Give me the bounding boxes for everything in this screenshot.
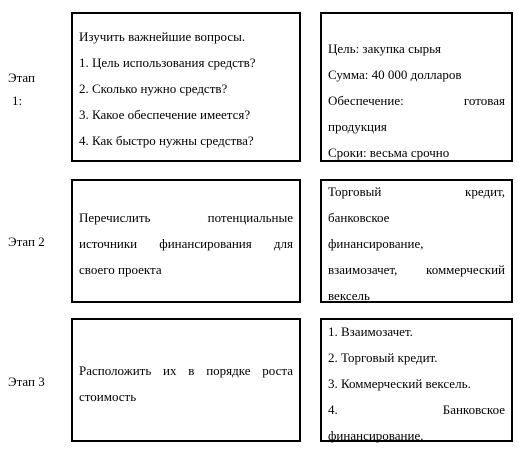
- stage-1-action-box: [71, 12, 301, 162]
- stage-1-sum: Сумма: 40 000 долларов: [328, 67, 462, 82]
- stage-1-action-heading: Изучить важнейшие вопросы.: [79, 29, 246, 44]
- stage-1-goal: Цель: закупка сырья: [328, 41, 441, 56]
- stage-1-collateral-row: [328, 88, 505, 114]
- stage-1-collateral-key: Обеспечение:: [328, 93, 404, 108]
- stage-2-result-line-5: вексель: [328, 288, 370, 303]
- stage-1-question-2: 2. Сколько нужно средств?: [79, 81, 228, 96]
- stage-3-result-line-1: 1. Взаимозачет.: [328, 324, 413, 339]
- stage-2-action-box: [71, 179, 301, 303]
- stage-3-action-box: [71, 318, 301, 442]
- stage-2-result-line-4: взаимозачет, коммерческий: [328, 262, 505, 277]
- stage-3-result-line-4: 4. Банковское: [328, 402, 505, 417]
- stage-3-label-line-1: Этап 3: [8, 374, 45, 389]
- stage-2-action-line-2: источники финансирования для: [79, 236, 293, 251]
- stage-3-result-line-3: 3. Коммерческий вексель.: [328, 376, 471, 391]
- stage-1-result-box: [320, 12, 513, 162]
- stage-2-label: [8, 230, 45, 253]
- stage-2-action-line-3: своего проекта: [79, 262, 162, 277]
- stage-1-question-3: 3. Какое обеспечение имеется?: [79, 107, 251, 122]
- stage-2-result-line-3: финансирование,: [328, 236, 424, 251]
- stage-2-action-line-1: Перечислить потенциальные: [79, 210, 293, 225]
- stage-3-result-box: [320, 318, 513, 442]
- stage-1-question-4: 4. Как быстро нужны средства?: [79, 133, 254, 148]
- stage-3-result-line-2: 2. Торговый кредит.: [328, 350, 438, 365]
- stage-2-result-box: [320, 179, 513, 303]
- stage-1-label-line-2: 1:: [12, 93, 23, 108]
- stage-1-label-line-1: Этап: [8, 70, 35, 85]
- stage-2-result-line-1: Торговый кредит,: [328, 184, 505, 199]
- stage-3-action-line-2: стоимость: [79, 389, 137, 404]
- stage-1-label: [8, 66, 35, 112]
- stage-2-result-line-2: банковское: [328, 210, 390, 225]
- stage-1-terms: Сроки: весьма срочно: [328, 145, 450, 160]
- stage-1-question-1: 1. Цель использования средств?: [79, 55, 256, 70]
- stage-3-label: [8, 370, 45, 393]
- stage-2-label-line-1: Этап 2: [8, 234, 45, 249]
- stage-1-collateral-value-cont: продукция: [328, 119, 387, 134]
- stage-3-action-line-1: Расположить их в порядке роста: [79, 363, 293, 378]
- stage-3-result-line-5: финансирование.: [328, 428, 424, 443]
- stage-1-collateral-value: готовая: [463, 93, 505, 108]
